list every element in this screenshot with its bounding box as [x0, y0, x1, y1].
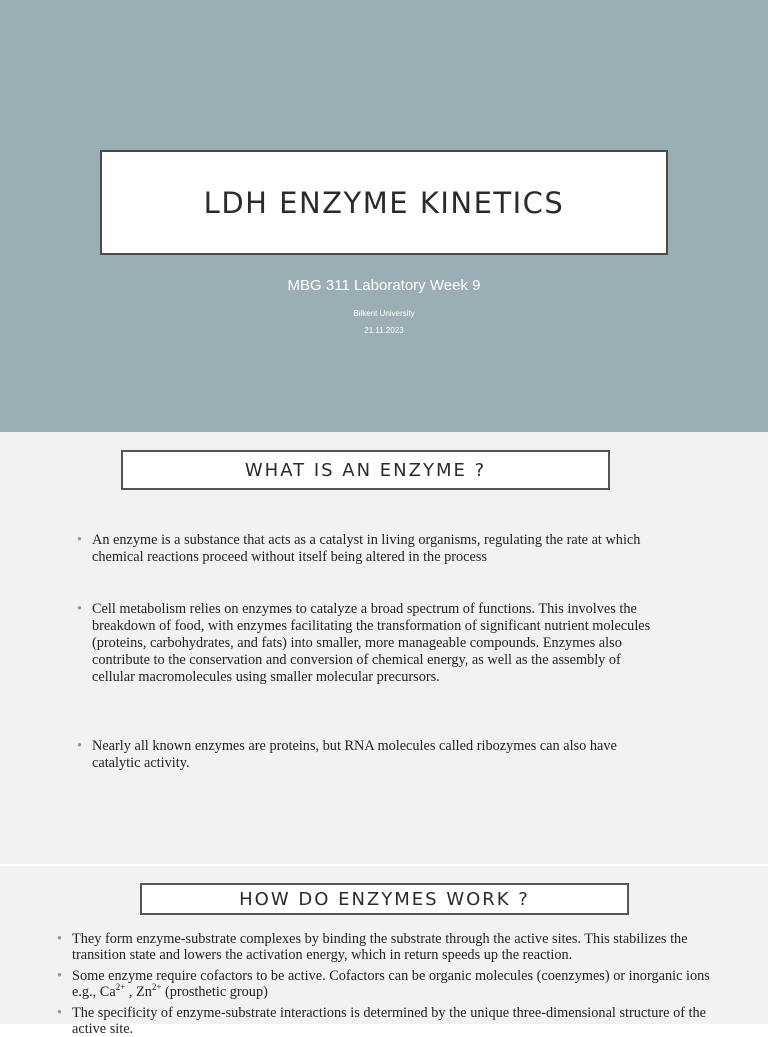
slide-heading: HOW DO ENZYMES WORK ? — [239, 888, 530, 910]
slide-heading-box — [121, 450, 610, 490]
bullet-text-end: (prosthetic group) — [161, 984, 268, 1000]
bullet-text-middle: , Zn — [125, 984, 152, 1000]
bullet-icon: • — [57, 931, 63, 947]
superscript-charge: 2+ — [115, 982, 126, 993]
bullet-icon: • — [77, 601, 83, 617]
slide-subtitle: MBG 311 Laboratory Week 9 — [287, 277, 481, 294]
list-item — [77, 532, 652, 566]
university-name: Bilkent University — [353, 309, 415, 318]
bullet-text-start: Some enzyme require cofactors to be active. Cofactors can be organic molecules (coenzymes) or inorganic ions e.g., Ca — [72, 968, 710, 1000]
bullet-text: The specificity of enzyme-substrate interactions is determined by the unique three-dimensional structure of the active site. — [72, 1005, 707, 1037]
bullet-text: An enzyme is a substance that acts as a catalyst in living organisms, regulating the rate at which chemical reactions proceed without itself being altered in the process — [92, 532, 641, 565]
bullet-icon: • — [57, 1005, 63, 1021]
superscript-charge: 2+ — [151, 982, 162, 993]
enzyme-mechanism-slide — [0, 866, 768, 1037]
bullet-icon: • — [77, 738, 83, 754]
bullet-text: They form enzyme-substrate complexes by binding the substrate through the active sites. This stabilizes the transition state and lowers the activation energy, which in return speeds up the reaction. — [72, 931, 688, 963]
bullet-text: Cell metabolism relies on enzymes to catalyze a broad spectrum of functions. This involves the breakdown of food, with enzymes facilitating the transformation of significant nutrient molecules (proteins, carbohydrates, and fats) into smaller, more manageable compounds. Enzymes also contribute to the conservation and conversion of chemical energy, as well as the assembly of cellular macromolecules using smaller molecular precursors. — [92, 601, 651, 685]
title-box — [100, 150, 668, 255]
list-item — [57, 968, 722, 1000]
slide-heading-box — [140, 883, 629, 915]
list-item — [57, 1005, 722, 1037]
title-slide — [0, 0, 768, 432]
enzyme-definition-slide — [0, 432, 768, 864]
slide-title: LDH ENZYME KINETICS — [203, 185, 565, 220]
bullet-text: Nearly all known enzymes are proteins, but RNA molecules called ribozymes can also have catalytic activity. — [92, 738, 617, 771]
bullet-icon: • — [57, 968, 63, 984]
bullet-icon: • — [77, 532, 83, 548]
list-item — [77, 601, 652, 686]
list-item — [77, 738, 652, 772]
presentation-date: 21.11.2023 — [364, 326, 404, 335]
slide-heading: WHAT IS AN ENZYME ? — [244, 459, 487, 481]
list-item — [57, 931, 722, 963]
